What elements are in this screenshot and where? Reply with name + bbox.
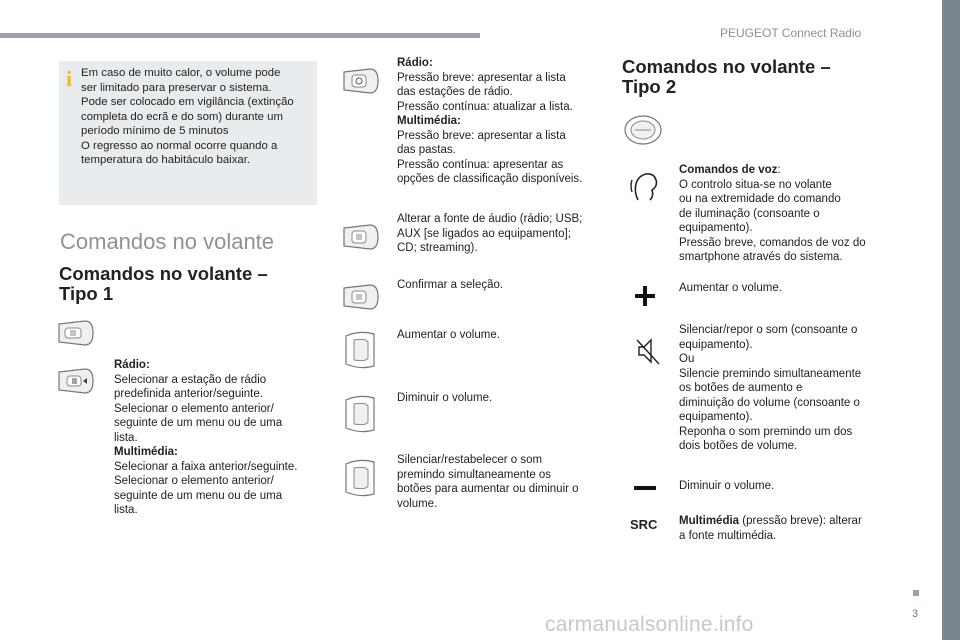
middle-block-3: Confirmar a seleção. bbox=[397, 279, 504, 291]
steering-control-icon bbox=[340, 282, 382, 312]
vol-up-text: Aumentar o volume. bbox=[679, 282, 782, 294]
middle-block-1: Rádio: Pressão breve: apresentar a lista das estações de rádio. Pressão contínua: atualizar a lista. Multimédia: Pressão breve: apresentar a lista das pastas. Pressão contínua: apresentar as opções de classificação disponíveis. bbox=[397, 57, 583, 185]
top-rule bbox=[0, 33, 480, 38]
page-marker bbox=[913, 590, 919, 596]
page-header: PEUGEOT Connect Radio bbox=[720, 26, 862, 40]
voice-description: Comandos de voz: O controlo situa-se no volante ou na extremidade do comando de iluminação (consoante o equipamento). Pressão breve, comandos de voz do smartphone através do sistema. bbox=[679, 164, 866, 263]
middle-block-2: Alterar a fonte de áudio (rádio; USB; AUX [se ligados ao equipamento]; CD; streaming). bbox=[397, 213, 583, 254]
src-description: Multimédia (pressão breve): alterar a fonte multimédia. bbox=[679, 515, 862, 542]
middle-block-6: Silenciar/restabelecer o som premindo simultaneamente os botões para aumentar ou diminuir o volume. bbox=[397, 454, 579, 510]
mute-description: Silenciar/repor o som (consoante o equipamento). Ou Silencie premindo simultaneamente os botões de aumento e diminuição do volume (consoante o equipamento). Reponha o som premindo um dos dois botões de volume. bbox=[679, 324, 862, 452]
voice-command-icon bbox=[630, 170, 664, 204]
steering-control-icon bbox=[340, 456, 380, 500]
type2-title: Comandos no volante – Tipo 2 bbox=[622, 56, 831, 97]
type1-title: Comandos no volante – Tipo 1 bbox=[59, 263, 268, 304]
steering-control-icon bbox=[55, 366, 97, 396]
mute-icon bbox=[635, 336, 661, 366]
plus-icon bbox=[634, 285, 656, 307]
steering-wheel-icon bbox=[622, 113, 664, 147]
middle-block-4: Aumentar o volume. bbox=[397, 329, 500, 341]
steering-control-icon bbox=[340, 328, 380, 372]
info-icon: i bbox=[66, 66, 73, 91]
watermark: carmanualsonline.info bbox=[545, 613, 754, 636]
steering-control-icon bbox=[340, 66, 382, 96]
type1-description: Rádio: Selecionar a estação de rádio predefinida anterior/seguinte. Selecionar o elemento anterior/ seguinte de um menu ou de uma lista. Multimédia: Selecionar a faixa anterior/seguinte. Selecionar o elemento anterior/ seguinte de um menu ou de uma lista. bbox=[114, 359, 298, 516]
vol-down-text: Diminuir o volume. bbox=[679, 480, 775, 492]
info-text: Em caso de muito calor, o volume pode ser limitado para preservar o sistema. Pode ser colocado em vigilância (extinção completa do ecrã e do som) durante um período mínimo de 5 minutos O regresso ao normal ocorre quando a temperatura do habitáculo baixar. bbox=[81, 67, 294, 166]
middle-block-5: Diminuir o volume. bbox=[397, 392, 493, 404]
minus-icon bbox=[634, 485, 656, 491]
steering-control-icon bbox=[55, 318, 97, 348]
page-number: 3 bbox=[912, 608, 919, 620]
steering-control-icon bbox=[340, 392, 380, 436]
steering-control-icon bbox=[340, 222, 382, 252]
section-title: Comandos no volante bbox=[60, 229, 275, 254]
sidebar-bar bbox=[942, 0, 960, 640]
src-icon: SRC bbox=[630, 517, 658, 532]
